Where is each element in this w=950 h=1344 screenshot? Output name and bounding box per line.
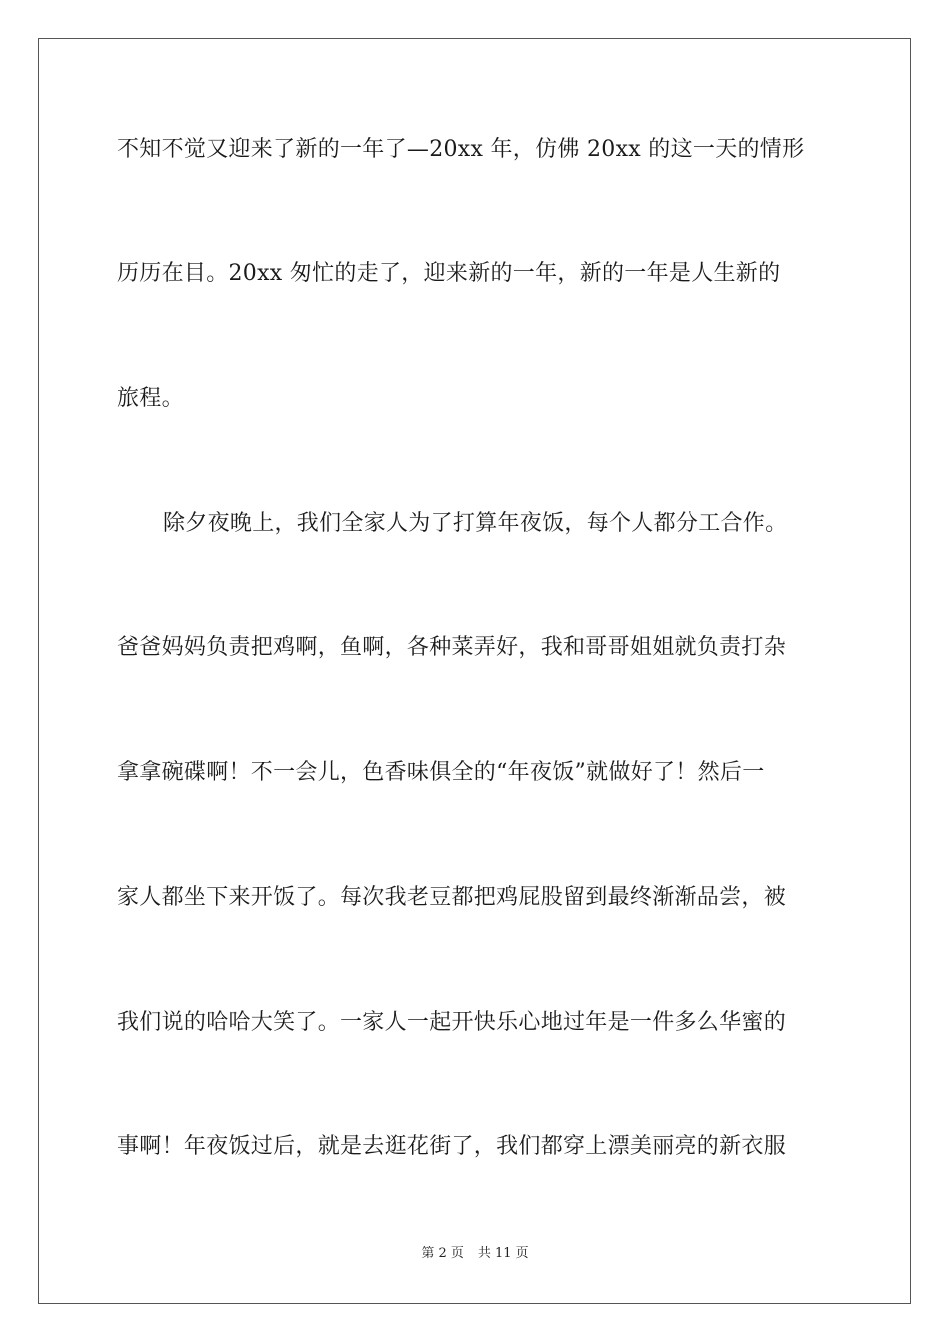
text-line: 拿拿碗碟啊！不一会儿，色香味俱全的“年夜饭”就做好了！然后一 <box>117 760 765 785</box>
text-line: 我们说的哈哈大笑了。一家人一起开快乐心地过年是一件多么华蜜的 <box>117 1010 787 1035</box>
text-line: 事啊！年夜饭过后，就是去逛花街了，我们都穿上漂美丽亮的新衣服 <box>117 1134 787 1159</box>
page-border <box>38 38 911 1304</box>
page-footer <box>0 1245 950 1263</box>
text-line: 家人都坐下来开饭了。每次我老豆都把鸡屁股留到最终渐渐品尝，被 <box>117 885 787 910</box>
text-line: 历历在目。20xx 匆忙的走了，迎来新的一年，新的一年是人生新的 <box>117 261 781 286</box>
page-number: 第 2 页 <box>421 1246 464 1261</box>
text-line: 不知不觉又迎来了新的一年了—20xx 年，仿佛 20xx 的这一天的情形 <box>117 137 805 162</box>
text-line: 旅程。 <box>117 386 184 411</box>
text-line: 除夕夜晚上，我们全家人为了打算年夜饭，每个人都分工合作。 <box>163 511 788 536</box>
text-line: 爸爸妈妈负责把鸡啊，鱼啊，各种菜弄好，我和哥哥姐姐就负责打杂 <box>117 635 787 660</box>
page-total: 共 11 页 <box>477 1246 529 1261</box>
